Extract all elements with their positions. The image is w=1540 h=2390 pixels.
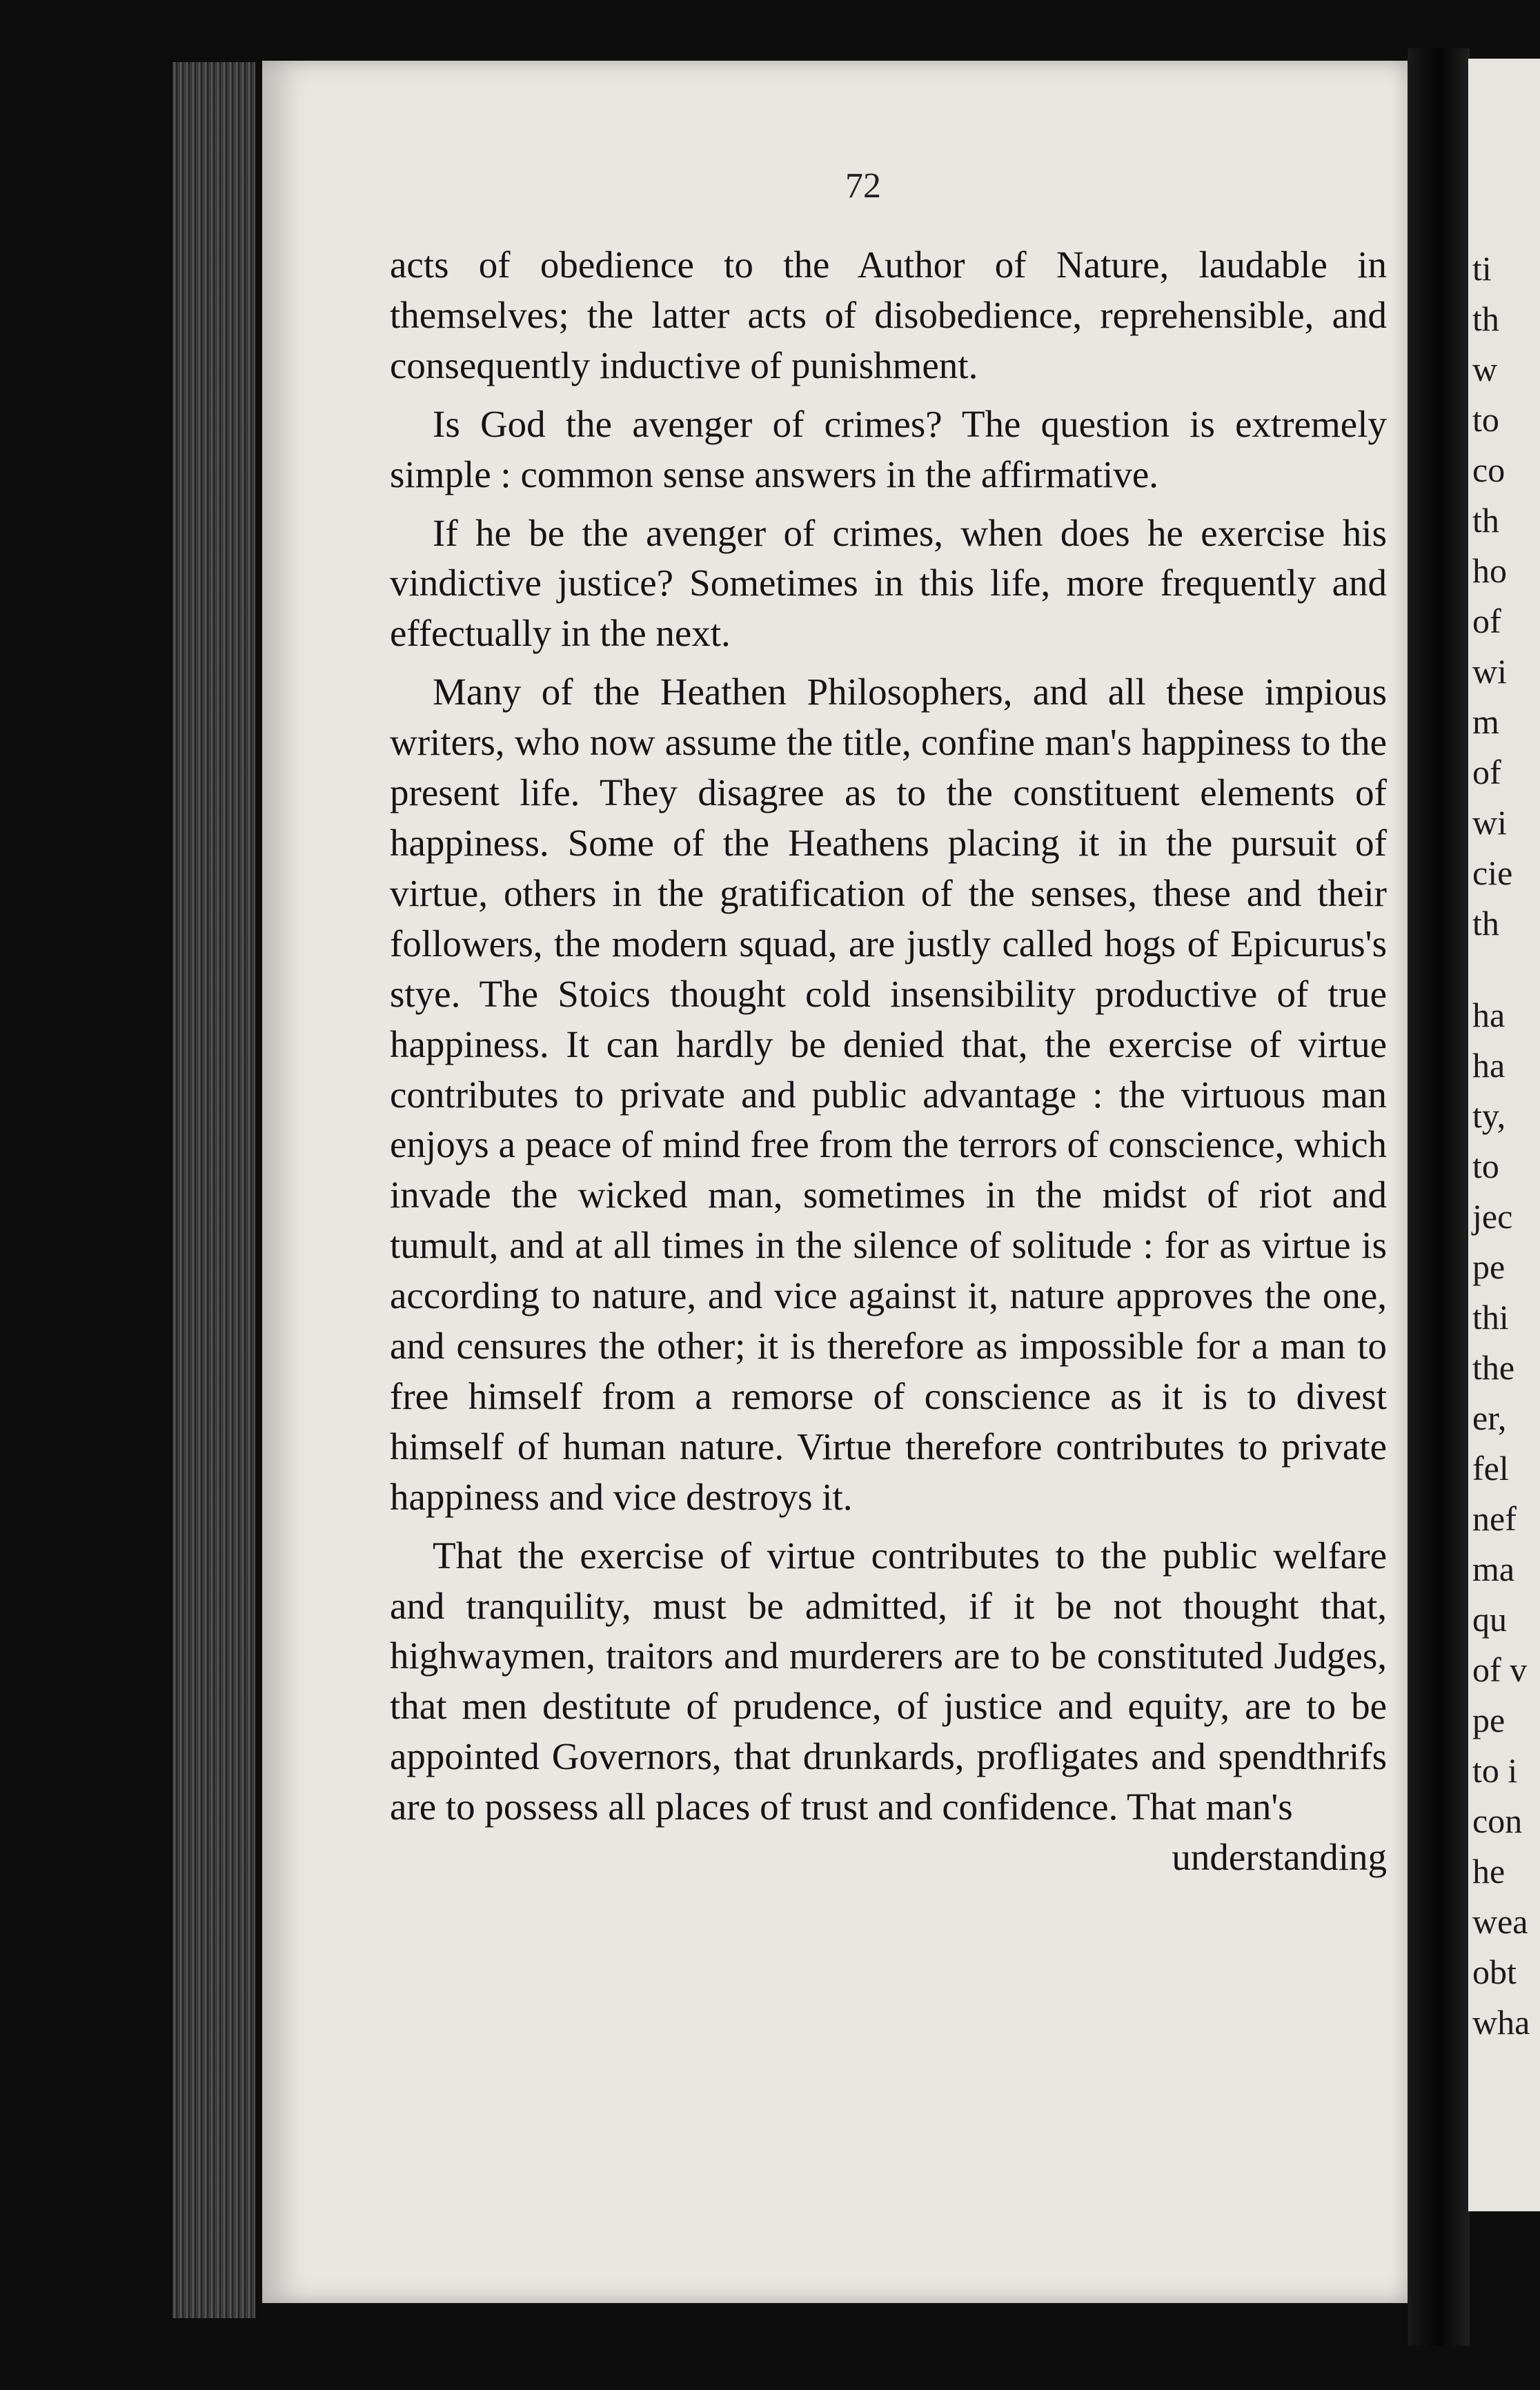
facing-page-line: pe xyxy=(1472,1701,1506,1739)
facing-page-line: m xyxy=(1472,702,1499,741)
facing-page-line: ti xyxy=(1472,249,1492,288)
paragraph-4: Many of the Heathen Philosophers, and all these impious writers, who now assume the title, confine man's happiness to the present life. They disagree as to the constituent elements of happiness. Some of the Heathens placing it in the pursuit of virtue, others in the gratification of the senses, these and their followers, the modern squad, are justly called hogs of Epicurus's stye. The Stoics thought cold insensibility productive of true happiness. It can hardly be denied that, the exercise of virtue contributes to private and public advantage : the virtuous man enjoys a peace of mind free from the terrors of conscience, which invade the wicked man, sometimes in the midst of riot and tumult, and at all times in the silence of solitude : for as virtue is according to nature, and vice against it, nature approves the one, and censures the other; it is therefore as impossible for a man to free himself from a remorse of conscience as it is to divest himself of human nature. Virtue therefore contributes to private happiness and vice destroys it. xyxy=(390,671,1387,1518)
paragraph-5: That the exercise of virtue contributes to the public welfare and tranquility, must be admitted, if it be not thought that, highwaymen, traitors and murderers are to be constituted Judges, that men destitute of prudence, of justice and equity, are to be appointed Governors, that drunkards, profligates and spendthrifs are to possess all places of trust and confidence. That man's xyxy=(390,1534,1387,1828)
paragraph-1: acts of obedience to the Author of Nature, laudable in themselves; the latter acts of disobedience, reprehensible, and consequently inductive of punishment. xyxy=(390,244,1387,386)
facing-page-line: ty, xyxy=(1472,1096,1506,1135)
facing-page-line: obt xyxy=(1472,1953,1517,1991)
facing-page-line: ha xyxy=(1472,1046,1506,1085)
facing-page-line: wea xyxy=(1472,1902,1528,1941)
facing-page-line: thi xyxy=(1472,1298,1509,1336)
facing-page-line: nef xyxy=(1472,1499,1517,1538)
facing-page-line: he xyxy=(1472,1852,1506,1890)
facing-page-line: cie xyxy=(1472,853,1513,892)
facing-page-line: wha xyxy=(1472,2003,1530,2042)
facing-page-line: ha xyxy=(1472,996,1506,1034)
facing-page-line: th xyxy=(1472,501,1499,540)
facing-page-line: of xyxy=(1472,753,1501,791)
facing-page-line: the xyxy=(1472,1348,1515,1387)
book-gutter-shadow xyxy=(1408,48,1470,2346)
facing-page-line: th xyxy=(1472,904,1499,942)
facing-page-line: of xyxy=(1472,602,1501,640)
facing-page-line: jec xyxy=(1472,1197,1513,1236)
page-body-text xyxy=(390,240,1387,1883)
facing-page-line: to xyxy=(1472,400,1499,439)
facing-page-fragment xyxy=(1468,59,1540,2211)
facing-page-line: th xyxy=(1472,299,1499,338)
facing-page-line: er, xyxy=(1472,1399,1507,1437)
facing-page-line: to xyxy=(1472,1147,1499,1185)
facing-page-line: of v xyxy=(1472,1650,1528,1689)
facing-page-line: ho xyxy=(1472,551,1507,590)
facing-page-line: pe xyxy=(1472,1247,1506,1286)
facing-page-line: wi xyxy=(1472,803,1507,842)
facing-page-line: ma xyxy=(1472,1550,1515,1588)
facing-page-line: con xyxy=(1472,1801,1523,1840)
facing-page-line: co xyxy=(1472,451,1506,489)
paragraph-3: If he be the avenger of crimes, when does he exercise his vindictive justice? Sometimes in this life, more frequently and effectually in the next. xyxy=(390,511,1387,655)
facing-page-line: wi xyxy=(1472,652,1507,691)
facing-page-line: qu xyxy=(1472,1600,1507,1639)
book-page-edges xyxy=(172,62,255,2318)
facing-page-line: fel xyxy=(1472,1449,1509,1488)
facing-page-line: to i xyxy=(1472,1751,1518,1790)
facing-page-line: w xyxy=(1472,350,1498,388)
page-number: 72 xyxy=(845,166,881,206)
paragraph-2: Is God the avenger of crimes? The question is extremely simple : common sense answers in the affirmative. xyxy=(390,402,1387,495)
catchword: understanding xyxy=(1172,1836,1387,1879)
